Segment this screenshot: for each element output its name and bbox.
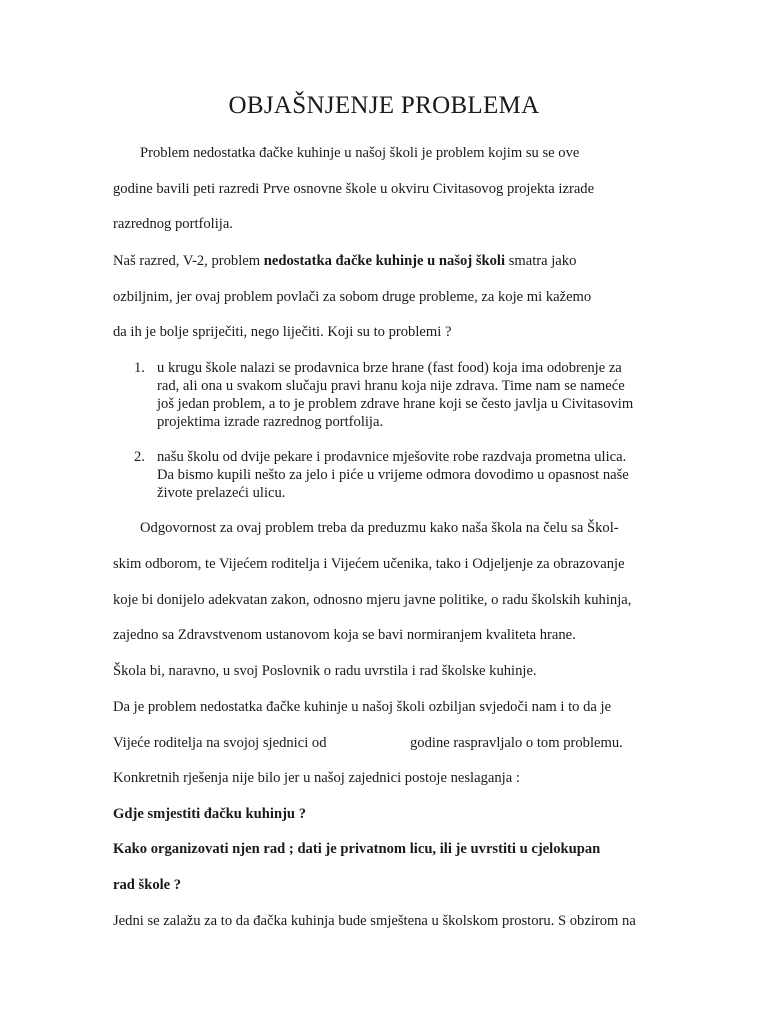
paragraph-3-line-3: koje bi donijelo adekvatan zakon, odnosno mjeru javne politike, o radu školskih kuhinja,: [113, 592, 632, 608]
paragraph-1-line-2: godine bavili peti razredi Prve osnovne škole u okviru Civitasovog projekta izrade: [113, 181, 595, 197]
paragraph-5-line-1: Da je problem nedostatka đačke kuhinje u našoj školi ozbiljan svjedoči nam i to da je: [113, 699, 612, 715]
question-2-line-2: rad škole ?: [113, 877, 182, 893]
paragraph-6: Konkretnih rješenja nije bilo jer u našoj zajednici postoje neslaganja :: [113, 770, 520, 786]
question-2-line-1: Kako organizovati njen rad ; dati je privatnom licu, ili je uvrstiti u cjelokupan: [113, 841, 601, 857]
list-item-2-line-1: našu školu od dvije pekare i prodavnice mješovite robe razdvaja prometna ulica.: [157, 449, 627, 465]
paragraph-2-text: Naš razred, V-2, problem: [113, 253, 264, 269]
list-item-2-number: 2.: [134, 449, 145, 465]
paragraph-7: Jedni se zalažu za to da đačka kuhinja bude smještena u školskom prostoru. S obzirom na: [113, 913, 636, 929]
paragraph-1-line-1: Problem nedostatka đačke kuhinje u našoj školi je problem kojim su se ove: [140, 145, 580, 161]
paragraph-1-line-3: razrednog portfolija.: [113, 216, 233, 232]
paragraph-3-line-4: zajedno sa Zdravstvenom ustanovom koja se bavi normiranjem kvaliteta hrane.: [113, 627, 576, 643]
list-item-1-line-2: rad, ali ona u svakom slučaju pravi hranu koja nije zdrava. Time nam se nameće: [157, 378, 625, 394]
paragraph-3-line-1: Odgovornost za ovaj problem treba da preduzmu kako naša škola na čelu sa Škol-: [140, 520, 619, 536]
paragraph-3-line-2: skim odborom, te Vijećem roditelja i Vijećem učenika, tako i Odjeljenje za obrazovanje: [113, 556, 625, 572]
paragraph-5-line-2a: Vijeće roditelja na svojoj sjednici od: [113, 735, 327, 751]
list-item-1-line-3: još jedan problem, a to je problem zdrave hrane koji se često javlja u Civitasovim: [157, 396, 634, 412]
list-item-2-line-2: Da bismo kupili nešto za jelo i piće u vrijeme odmora dovodimo u opasnost naše: [157, 467, 629, 483]
list-item-1-line-4: projektima izrade razrednog portfolija.: [157, 414, 384, 430]
page-title: OBJAŠNJENJE PROBLEMA: [228, 92, 540, 119]
paragraph-5-line-2b: godine raspravljalo o tom problemu.: [410, 735, 623, 751]
paragraph-2-text-end: smatra jako: [505, 253, 577, 269]
list-item-2-line-3: živote prelazeći ulicu.: [157, 485, 286, 501]
paragraph-4: Škola bi, naravno, u svoj Poslovnik o radu uvrstila i rad školske kuhinje.: [113, 663, 537, 679]
question-1: Gdje smjestiti đačku kuhinju ?: [113, 806, 306, 822]
paragraph-2-line-3: da ih je bolje spriječiti, nego liječiti. Koji su to problemi ?: [113, 324, 452, 340]
paragraph-2-line-1: [113, 252, 576, 270]
paragraph-2-line-2: ozbiljnim, jer ovaj problem povlači za sobom druge probleme, za koje mi kažemo: [113, 289, 592, 305]
list-item-1-number: 1.: [134, 360, 145, 376]
paragraph-2-bold-text: nedostatka đačke kuhinje u našoj školi: [263, 253, 506, 269]
list-item-1-line-1: u krugu škole nalazi se prodavnica brze hrane (fast food) koja ima odobrenje za: [157, 360, 622, 376]
